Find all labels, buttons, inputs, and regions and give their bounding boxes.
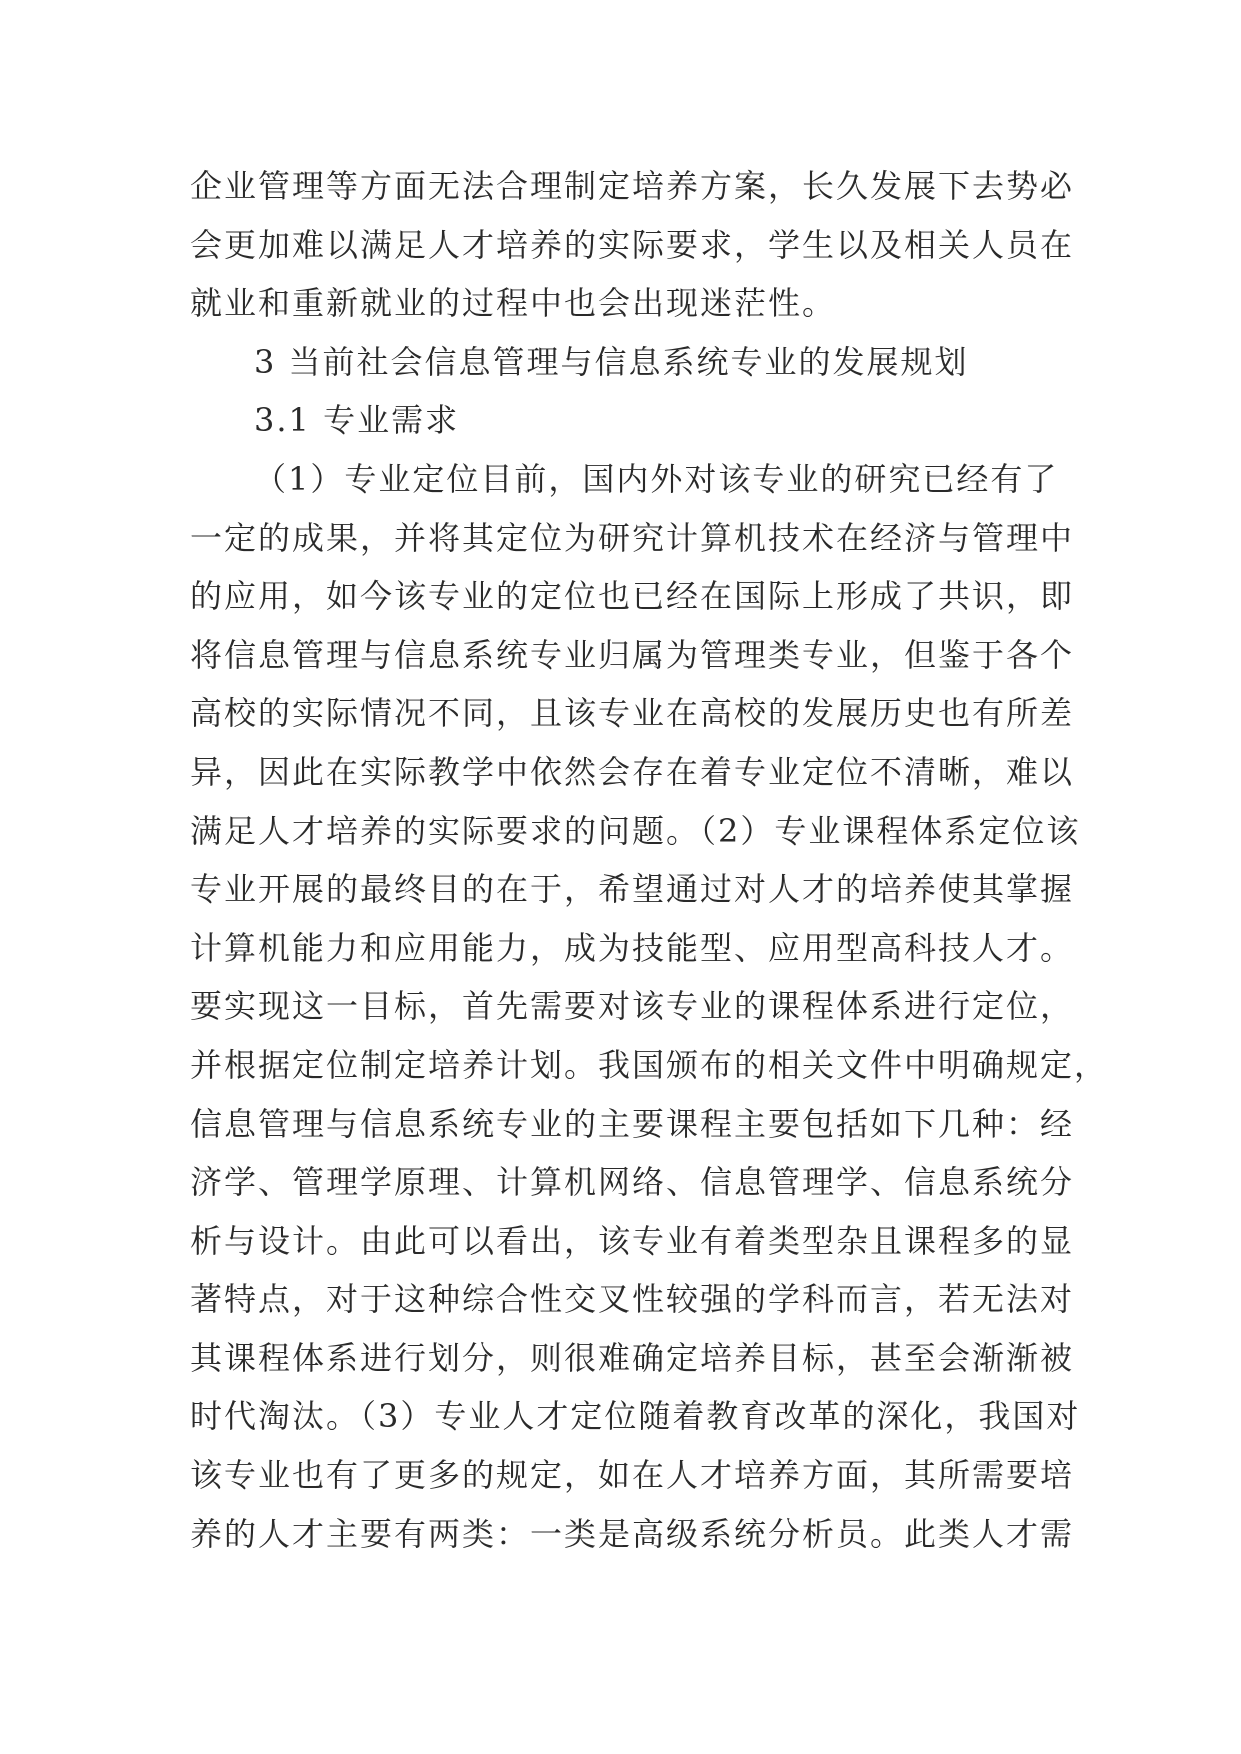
- text-line: 会更加难以满足人才培养的实际要求，学生以及相关人员在: [190, 225, 1075, 264]
- text-line: 著特点，对于这种综合性交叉性较强的学科而言，若无法对: [190, 1280, 1075, 1319]
- text-line: 企业管理等方面无法合理制定培养方案，长久发展下去势必: [190, 167, 1075, 205]
- body-text: [190, 157, 1109, 1563]
- text-line: 计算机能力和应用能力，成为技能型、应用型高科技人才。: [190, 928, 1075, 967]
- text-line: 一定的成果，并将其定位为研究计算机技术在经济与管理中: [190, 518, 1075, 557]
- text-line: 养的人才主要有两类：一类是高级系统分析员。此类人才需: [190, 1514, 1075, 1553]
- text-line: 高校的实际情况不同，且该专业在高校的发展历史也有所差: [190, 694, 1075, 733]
- text-line: 就业和重新就业的过程中也会出现迷茫性。: [190, 284, 837, 323]
- text-line: 的应用，如今该专业的定位也已经在国际上形成了共识，即: [190, 577, 1075, 616]
- paragraph-first-line: （1）专业定位目前，国内外对该专业的研究已经有了: [254, 459, 1059, 498]
- text-line: 异，因此在实际教学中依然会存在着专业定位不清晰，难以: [190, 752, 1075, 791]
- text-line: 时代淘汰。（3）专业人才定位随着教育改革的深化，我国对: [190, 1397, 1081, 1436]
- text-line: 将信息管理与信息系统专业归属为管理类专业，但鉴于各个: [190, 635, 1075, 674]
- text-line: 其课程体系进行划分，则很难确定培养目标，甚至会渐渐被: [190, 1338, 1075, 1377]
- text-line: 信息管理与信息系统专业的主要课程主要包括如下几种：经: [190, 1104, 1075, 1143]
- text-line: 满足人才培养的实际要求的问题。（2）专业课程体系定位该: [190, 811, 1081, 850]
- text-line: 并根据定位制定培养计划。我国颁布的相关文件中明确规定，: [190, 1045, 1109, 1084]
- text-line: 济学、管理学原理、计算机网络、信息管理学、信息系统分: [190, 1163, 1075, 1202]
- section-heading: 3 当前社会信息管理与信息系统专业的发展规划: [254, 342, 969, 381]
- text-line: 要实现这一目标，首先需要对该专业的课程体系进行定位，: [190, 987, 1075, 1026]
- text-line: 析与设计。由此可以看出，该专业有着类型杂且课程多的显: [190, 1221, 1075, 1260]
- text-line: 该专业也有了更多的规定，如在人才培养方面，其所需要培: [190, 1456, 1075, 1495]
- subsection-heading: 3.1 专业需求: [254, 401, 460, 440]
- text-line: 专业开展的最终目的在于，希望通过对人才的培养使其掌握: [190, 870, 1075, 909]
